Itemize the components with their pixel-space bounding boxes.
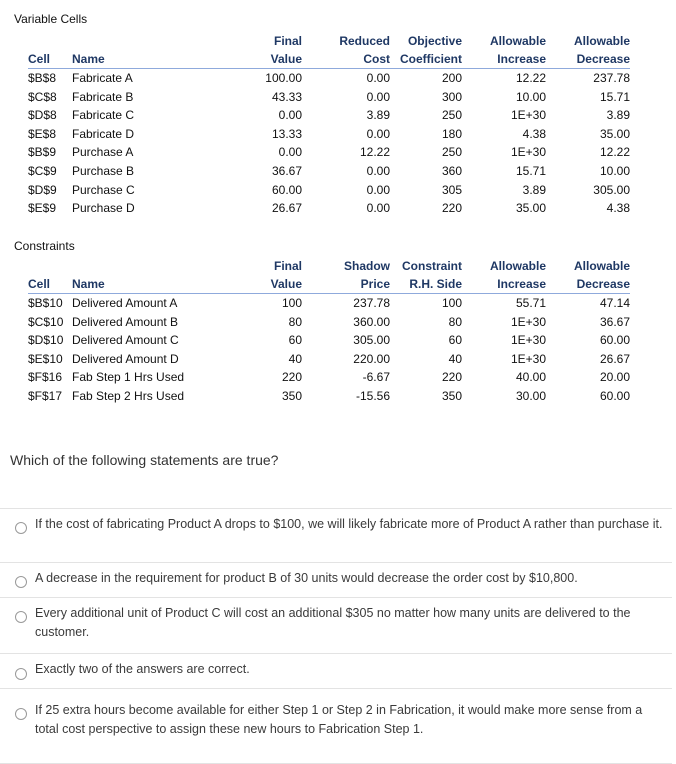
table-cell: 3.89 [522, 182, 546, 197]
table-cell: 12.22 [599, 145, 630, 160]
variable-cell-row [28, 88, 630, 107]
table-cell: $D$9 [28, 182, 57, 197]
column-header: Name [72, 275, 222, 294]
table-cell: 0.00 [278, 145, 302, 160]
table-cell: 3.89 [606, 108, 630, 123]
table-cell: 36.67 [599, 314, 630, 329]
table-cell: 1E+30 [510, 145, 546, 160]
column-header: Allowable [573, 34, 630, 48]
table-cell: 35.00 [515, 201, 546, 216]
table-cell: 0.00 [366, 163, 390, 178]
table-cell: 350 [281, 388, 302, 403]
answer-option-label: A decrease in the requirement for product B of 30 units would decrease the order cost by $10,800. [35, 571, 578, 585]
radio-button[interactable] [15, 611, 27, 623]
column-header [72, 32, 222, 50]
table-cell: $E$10 [28, 351, 63, 366]
table-cell: 80 [448, 314, 462, 329]
table-cell: 250 [441, 108, 462, 123]
table-cell: $C$10 [28, 314, 64, 329]
column-header: Name [72, 50, 222, 69]
table-cell: 47.14 [599, 296, 630, 310]
table-cell: Fabricate C [72, 108, 135, 123]
table-cell: 220.00 [353, 351, 390, 366]
column-header: Coefficient [390, 50, 462, 69]
table-cell: 30.00 [515, 388, 546, 403]
answer-option-3[interactable] [0, 597, 672, 654]
table-cell: 0.00 [366, 89, 390, 104]
table-cell: $F$16 [28, 370, 63, 385]
table-cell: 220 [441, 201, 462, 216]
constraints-table [28, 257, 630, 406]
column-header: Allowable [489, 259, 546, 273]
column-header [28, 32, 72, 50]
variable-cell-row [28, 125, 630, 144]
constraint-row [28, 313, 630, 332]
constraint-row [28, 331, 630, 350]
answer-option-1[interactable] [0, 508, 672, 563]
column-header: Value [222, 275, 302, 294]
table-cell: $D$10 [28, 333, 64, 348]
header-row [28, 275, 630, 294]
table-cell: 55.71 [515, 296, 546, 310]
table-cell: 15.71 [515, 163, 546, 178]
table-cell: 360 [441, 163, 462, 178]
column-header: Decrease [546, 50, 630, 69]
table-cell: Fabricate B [72, 89, 134, 104]
table-cell: 60.00 [599, 388, 630, 403]
column-header: Objective [407, 34, 462, 48]
table-cell: 220 [441, 370, 462, 385]
column-header: Increase [462, 50, 546, 69]
table-cell: 10.00 [515, 89, 546, 104]
table-cell: 26.67 [271, 201, 302, 216]
table-cell: 1E+30 [510, 108, 546, 123]
table-cell: 305.00 [593, 182, 630, 197]
question-prompt: Which of the following statements are true? [10, 452, 279, 468]
table-cell: $D$8 [28, 108, 57, 123]
column-header: Cell [28, 50, 72, 69]
table-cell: 305.00 [353, 333, 390, 348]
variable-cell-row [28, 106, 630, 125]
table-cell: 180 [441, 126, 462, 141]
answer-option-label: If the cost of fabricating Product A drops to $100, we will likely fabricate more of Product A rather than purchase it. [35, 517, 663, 531]
constraint-row [28, 350, 630, 369]
table-cell: $C$9 [28, 163, 57, 178]
constraint-row [28, 387, 630, 406]
table-cell: 1E+30 [510, 333, 546, 348]
table-cell: 40.00 [515, 370, 546, 385]
table-cell: 100.00 [265, 71, 302, 85]
table-cell: Purchase B [72, 163, 135, 178]
constraint-row [28, 368, 630, 387]
table-cell: 0.00 [366, 71, 390, 85]
constraint-row [28, 294, 630, 313]
table-cell: $E$8 [28, 126, 57, 141]
table-cell: 60 [288, 333, 302, 348]
answer-option-2[interactable] [0, 562, 672, 598]
table-cell: $B$8 [28, 71, 57, 85]
answer-option-5[interactable] [0, 688, 672, 764]
table-cell: 15.71 [599, 89, 630, 104]
table-cell: 0.00 [278, 108, 302, 123]
table-cell: 360.00 [353, 314, 390, 329]
column-header: Reduced [339, 34, 390, 48]
table-cell: Purchase C [72, 182, 135, 197]
column-header [72, 257, 222, 275]
radio-button[interactable] [15, 522, 27, 534]
answer-option-label: Every additional unit of Product C will cost an additional $305 no matter how many units are delivered to the customer. [35, 606, 631, 639]
table-cell: 3.89 [366, 108, 390, 123]
table-cell: 100 [281, 296, 302, 310]
column-header: Cell [28, 275, 72, 294]
column-header: Final [273, 259, 302, 273]
table-cell: 60.00 [271, 182, 302, 197]
table-cell: 40 [288, 351, 302, 366]
table-cell: -15.56 [355, 388, 390, 403]
table-cell: 12.22 [515, 71, 546, 85]
table-cell: Delivered Amount A [72, 296, 178, 310]
table-cell: $C$8 [28, 89, 57, 104]
variable-cells-title: Variable Cells [14, 12, 88, 26]
table-cell: 35.00 [599, 126, 630, 141]
table-cell: Fabricate D [72, 126, 135, 141]
answer-option-label: If 25 extra hours become available for either Step 1 or Step 2 in Fabrication, it would make more sense from a total cost perspective to assign these new hours to Fabrication Step 1. [35, 703, 643, 736]
table-cell: 100 [441, 296, 462, 310]
table-cell: Delivered Amount D [72, 351, 179, 366]
table-cell: 80 [288, 314, 302, 329]
table-cell: $B$9 [28, 145, 57, 160]
table-cell: 237.78 [353, 296, 390, 310]
table-cell: 12.22 [359, 145, 390, 160]
variable-cells-table [28, 32, 630, 218]
column-header: Decrease [546, 275, 630, 294]
table-cell: 220 [281, 370, 302, 385]
table-cell: 36.67 [271, 163, 302, 178]
table-cell: Fab Step 1 Hrs Used [72, 370, 185, 385]
table-cell: 60.00 [599, 333, 630, 348]
variable-cell-row [28, 181, 630, 200]
constraints-title: Constraints [14, 239, 75, 253]
table-cell: 200 [441, 71, 462, 85]
radio-button[interactable] [15, 708, 27, 720]
variable-cell-row [28, 162, 630, 181]
table-cell: 1E+30 [510, 351, 546, 366]
header-row [28, 50, 630, 69]
column-header: Allowable [573, 259, 630, 273]
table-cell: $E$9 [28, 201, 57, 216]
column-header: Final [273, 34, 302, 48]
variable-cell-row [28, 199, 630, 218]
table-cell: -6.67 [362, 370, 390, 385]
column-header: Value [222, 50, 302, 69]
answer-option-label: Exactly two of the answers are correct. [35, 662, 250, 676]
column-header: Price [302, 275, 390, 294]
table-cell: 20.00 [599, 370, 630, 385]
variable-cell-row [28, 69, 630, 88]
radio-button[interactable] [15, 576, 27, 588]
table-cell: 43.33 [271, 89, 302, 104]
table-cell: 13.33 [271, 126, 302, 141]
table-cell: Fabricate A [72, 71, 133, 85]
table-cell: Purchase A [72, 145, 134, 160]
column-header [28, 257, 72, 275]
table-cell: 1E+30 [510, 314, 546, 329]
table-cell: 305 [441, 182, 462, 197]
table-cell: 10.00 [599, 163, 630, 178]
table-cell: 40 [448, 351, 462, 366]
column-header: Constraint [402, 259, 462, 273]
table-cell: 0.00 [366, 126, 390, 141]
table-cell: 350 [441, 388, 462, 403]
radio-button[interactable] [15, 668, 27, 680]
table-cell: 26.67 [599, 351, 630, 366]
column-header: R.H. Side [390, 275, 462, 294]
answer-option-4[interactable] [0, 653, 672, 689]
table-cell: $B$10 [28, 296, 63, 310]
table-cell: 0.00 [366, 182, 390, 197]
table-cell: $F$17 [28, 388, 63, 403]
column-header: Allowable [489, 34, 546, 48]
table-cell: 250 [441, 145, 462, 160]
table-cell: 300 [441, 89, 462, 104]
column-header: Increase [462, 275, 546, 294]
table-cell: 60 [448, 333, 462, 348]
header-row [28, 257, 630, 275]
table-cell: 0.00 [366, 201, 390, 216]
table-cell: Delivered Amount C [72, 333, 179, 348]
table-cell: Purchase D [72, 201, 135, 216]
table-cell: Delivered Amount B [72, 314, 179, 329]
column-header: Cost [302, 50, 390, 69]
header-row [28, 32, 630, 50]
table-cell: 237.78 [593, 71, 630, 85]
variable-cell-row [28, 143, 630, 162]
column-header: Shadow [343, 259, 390, 273]
table-cell: 4.38 [606, 201, 630, 216]
table-cell: 4.38 [522, 126, 546, 141]
table-cell: Fab Step 2 Hrs Used [72, 388, 185, 403]
